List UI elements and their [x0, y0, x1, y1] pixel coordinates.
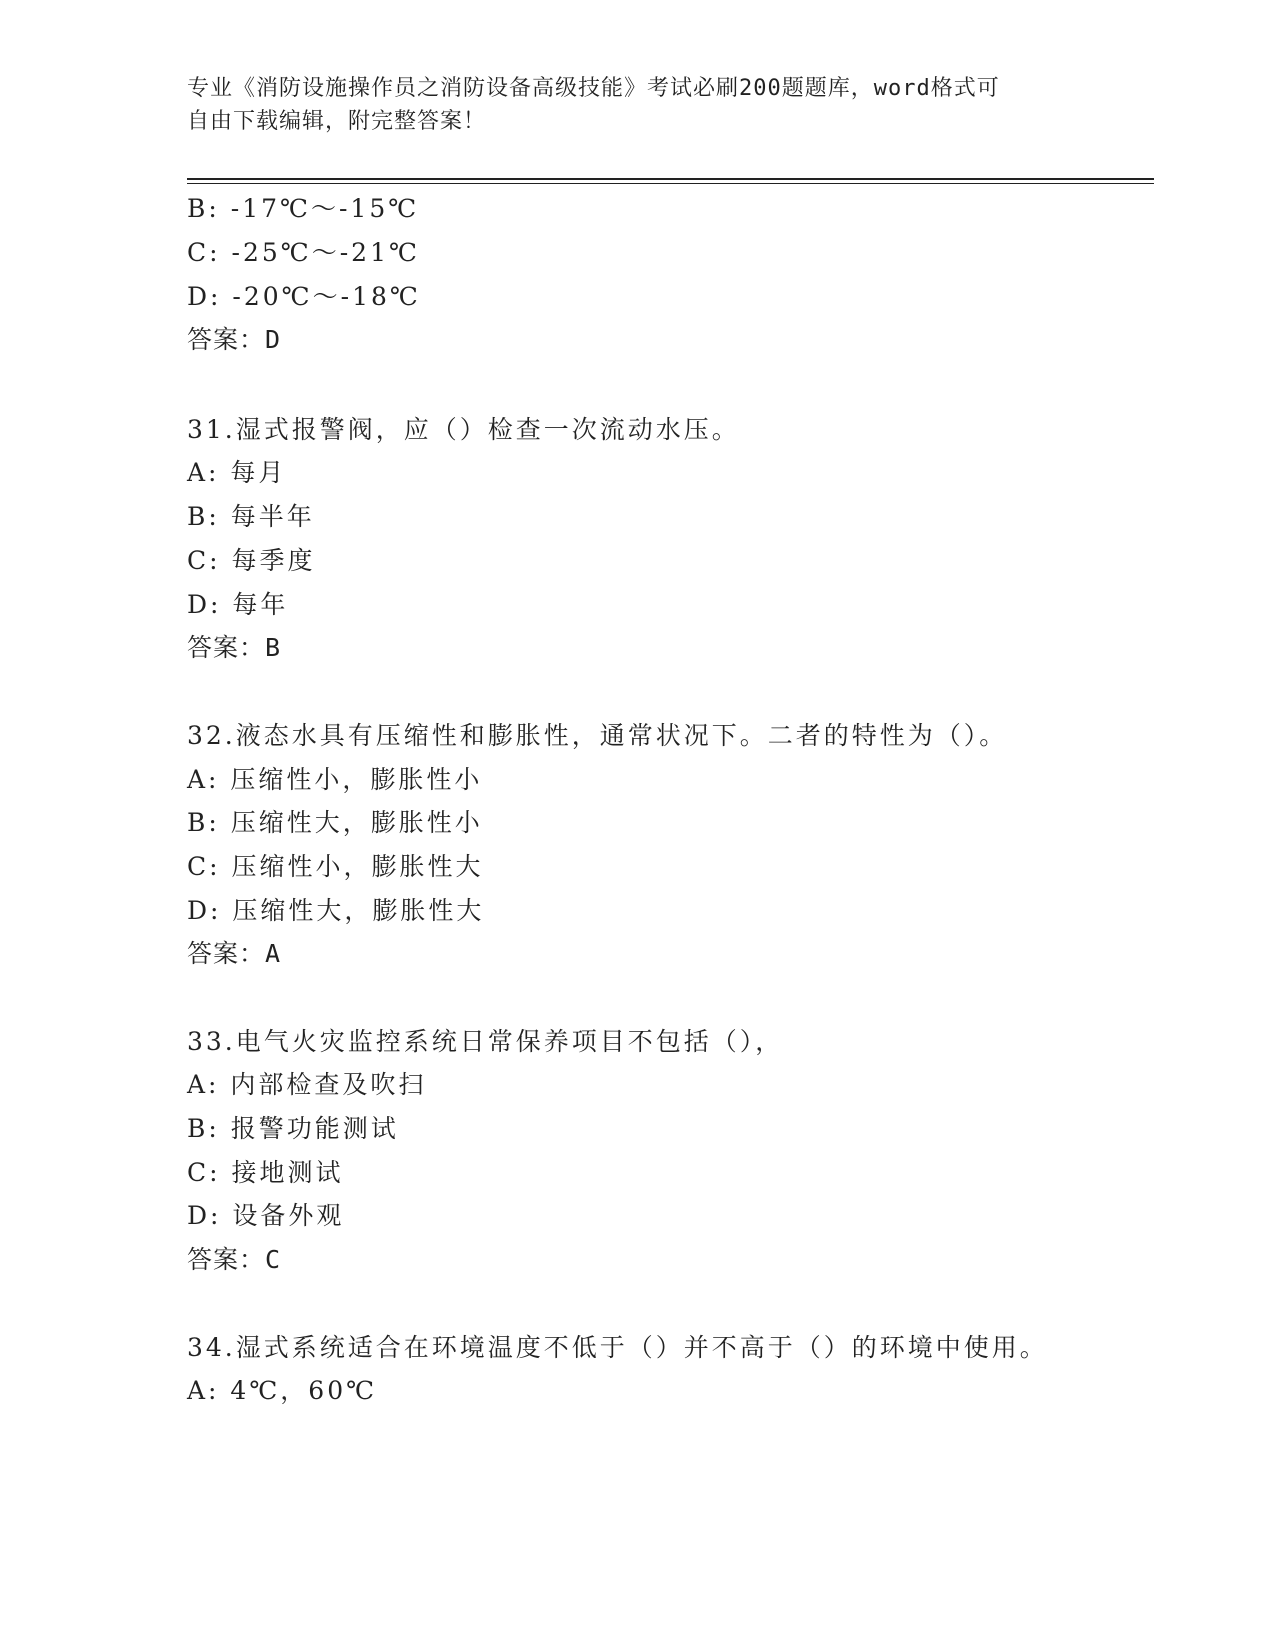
- header-line-2: 自由下载编辑，附完整答案！: [187, 109, 487, 134]
- q32-answer: 答案：A: [187, 939, 282, 968]
- q31-option-b: B: 每半年: [187, 502, 315, 531]
- prev-option-d: D: -20℃～-18℃: [187, 282, 421, 311]
- prev-option-b: B: -17℃～-15℃: [187, 194, 420, 223]
- q32-option-c: C: 压缩性小，膨胀性大: [187, 852, 484, 881]
- document-header: [187, 72, 1087, 138]
- q31-option-c: C: 每季度: [187, 546, 316, 575]
- q32-option-d: D: 压缩性大，膨胀性大: [187, 896, 485, 925]
- q33-option-b: B: 报警功能测试: [187, 1114, 399, 1143]
- q33-option-a: A: 内部检查及吹扫: [187, 1070, 427, 1099]
- q31-option-d: D: 每年: [187, 590, 289, 619]
- q33-option-c: C: 接地测试: [187, 1158, 344, 1187]
- q34-option-a: A: 4℃，60℃: [187, 1376, 378, 1405]
- q32-option-a: A: 压缩性小，膨胀性小: [187, 765, 483, 794]
- q33-answer: 答案：C: [187, 1245, 282, 1274]
- q31-question: 31.湿式报警阀，应（）检查一次流动水压。: [187, 415, 740, 444]
- q31-option-a: A: 每月: [187, 458, 287, 487]
- q33-question: 33.电气火灾监控系统日常保养项目不包括（），: [187, 1027, 784, 1056]
- q34-question: 34.湿式系统适合在环境温度不低于（）并不高于（）的环境中使用。: [187, 1333, 1048, 1362]
- prev-option-c: C: -25℃～-21℃: [187, 238, 420, 267]
- prev-answer: 答案：D: [187, 325, 282, 354]
- q31-answer: 答案：B: [187, 633, 282, 662]
- header-line-1: 专业《消防设施操作员之消防设备高级技能》考试必刷200题题库，word格式可: [187, 76, 1000, 101]
- header-divider-thin: [187, 183, 1154, 184]
- header-divider-thick: [187, 178, 1154, 180]
- q32-question: 32.液态水具有压缩性和膨胀性，通常状况下。二者的特性为（）。: [187, 721, 1008, 750]
- q33-option-d: D: 设备外观: [187, 1201, 345, 1230]
- q32-option-b: B: 压缩性大，膨胀性小: [187, 808, 483, 837]
